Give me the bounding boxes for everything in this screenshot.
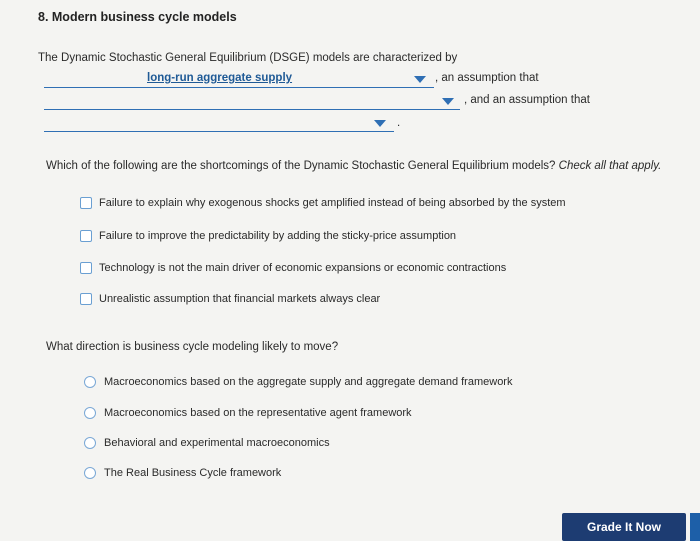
direction-option-label: Macroeconomics based on the aggregate supply and aggregate demand framework: [104, 376, 513, 388]
shortcoming-option-2[interactable]: [80, 230, 456, 242]
dropdown-3-after-text: .: [397, 117, 401, 129]
checkbox[interactable]: [80, 197, 92, 209]
radio-button[interactable]: [84, 376, 96, 388]
adjacent-button[interactable]: [690, 513, 700, 541]
grade-it-now-button[interactable]: Grade It Now: [562, 513, 686, 541]
direction-option-2[interactable]: [84, 407, 412, 419]
chevron-down-icon: [374, 120, 386, 127]
dropdown-2-after-text: , and an assumption that: [464, 94, 590, 106]
shortcoming-option-label: Unrealistic assumption that financial markets always clear: [99, 293, 381, 305]
shortcomings-prompt-text: Which of the following are the shortcomings of the Dynamic Stochastic General Equilibrium models?: [46, 160, 556, 172]
shortcoming-option-label: Technology is not the main driver of economic expansions or economic contractions: [99, 262, 507, 274]
checkbox[interactable]: [80, 230, 92, 242]
dropdown-1[interactable]: [44, 73, 434, 88]
direction-option-3[interactable]: [84, 437, 330, 449]
shortcoming-option-3[interactable]: [80, 262, 506, 274]
shortcoming-option-label: Failure to explain why exogenous shocks get amplified instead of being absorbed by the system: [99, 197, 566, 209]
direction-option-4[interactable]: [84, 467, 281, 479]
intro-text: The Dynamic Stochastic General Equilibrium (DSGE) models are characterized by: [38, 52, 458, 64]
direction-prompt: What direction is business cycle modeling likely to move?: [46, 341, 339, 353]
radio-button[interactable]: [84, 467, 96, 479]
direction-option-label: Behavioral and experimental macroeconomics: [104, 437, 330, 449]
dropdown-3[interactable]: [44, 117, 394, 132]
shortcomings-prompt: [46, 160, 661, 172]
shortcoming-option-label: Failure to improve the predictability by adding the sticky-price assumption: [99, 230, 457, 242]
direction-option-1[interactable]: [84, 376, 512, 388]
radio-button[interactable]: [84, 437, 96, 449]
chevron-down-icon: [414, 76, 426, 83]
shortcomings-hint: Check all that apply.: [558, 160, 662, 172]
shortcoming-option-1[interactable]: [80, 197, 566, 209]
direction-option-label: The Real Business Cycle framework: [104, 467, 282, 479]
checkbox[interactable]: [80, 293, 92, 305]
chevron-down-icon: [442, 98, 454, 105]
shortcoming-option-4[interactable]: [80, 293, 380, 305]
dropdown-1-after-text: , an assumption that: [435, 72, 539, 84]
radio-button[interactable]: [84, 407, 96, 419]
dropdown-1-selected: long-run aggregate supply: [147, 72, 293, 84]
direction-option-label: Macroeconomics based on the representative agent framework: [104, 407, 412, 419]
question-title: 8. Modern business cycle models: [38, 10, 237, 24]
checkbox[interactable]: [80, 262, 92, 274]
dropdown-2[interactable]: [44, 95, 460, 110]
